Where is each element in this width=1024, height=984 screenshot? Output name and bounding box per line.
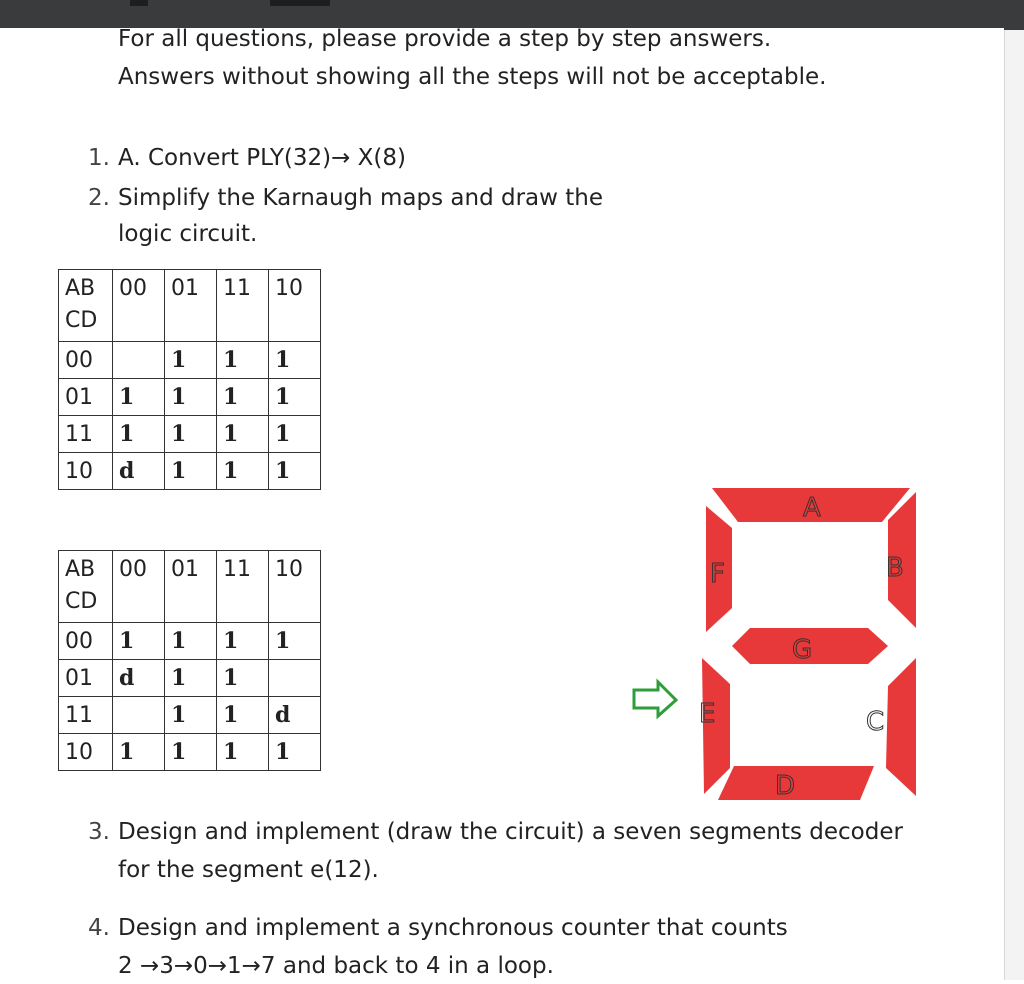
kmap-row-label: 11	[59, 416, 113, 453]
kmap-cell: 1	[269, 342, 321, 379]
kmap-cell: 1	[165, 660, 217, 697]
q3-line-1: Design and implement (draw the circuit) a seven segments decoder	[118, 819, 903, 845]
kmap-cell: 1	[113, 734, 165, 771]
q4-line-1: Design and implement a synchronous counter that counts	[118, 915, 788, 941]
kmap-col-header: 01	[165, 551, 217, 623]
kmap-row	[59, 342, 321, 379]
kmap-row-label: 10	[59, 453, 113, 490]
kmap-row	[59, 660, 321, 697]
kmap-cell	[113, 342, 165, 379]
segment-label-d: D	[775, 771, 796, 801]
toolbar-fragment	[130, 0, 148, 6]
q1-number: 1.	[88, 145, 110, 171]
kmap-cell: 1	[165, 734, 217, 771]
kmap-col-header: 11	[217, 551, 269, 623]
segment-label-c: C	[866, 707, 885, 737]
kmap-cell: d	[269, 697, 321, 734]
kmap-row-label: 11	[59, 697, 113, 734]
q4-number: 4.	[88, 915, 110, 941]
kmap-corner-ab: AB	[65, 276, 96, 301]
kmap-cell: 1	[217, 416, 269, 453]
kmap-row-label: 00	[59, 342, 113, 379]
q3-line-2: for the segment e(12).	[118, 857, 379, 883]
seven-segment-diagram	[620, 478, 920, 818]
kmap-cell: 1	[217, 379, 269, 416]
q2-line-1: Simplify the Karnaugh maps and draw the	[118, 185, 603, 211]
arrow-shape	[634, 682, 676, 716]
kmap-cell: 1	[217, 342, 269, 379]
kmap-row-label: 10	[59, 734, 113, 771]
kmap-row	[59, 734, 321, 771]
kmap-corner-cd: CD	[65, 589, 98, 614]
segment-c	[886, 658, 916, 796]
kmap-cell: 1	[217, 697, 269, 734]
q2-number: 2.	[88, 185, 110, 211]
kmap-cell: 1	[165, 416, 217, 453]
kmap-cell: d	[113, 660, 165, 697]
kmap-cell: 1	[217, 734, 269, 771]
kmap-col-header: 00	[113, 270, 165, 342]
kmap-row	[59, 453, 321, 490]
kmap-cell: 1	[113, 416, 165, 453]
intro-line-2: Answers without showing all the steps will not be acceptable.	[118, 64, 827, 90]
kmap-cell: 1	[165, 697, 217, 734]
kmap-row	[59, 697, 321, 734]
q3-number: 3.	[88, 819, 110, 845]
kmap-cell: 1	[165, 379, 217, 416]
kmap-cell: 1	[165, 623, 217, 660]
kmap-row	[59, 379, 321, 416]
kmap-corner	[59, 551, 113, 623]
segment-d	[718, 766, 874, 800]
kmap-col-header: 10	[269, 270, 321, 342]
intro-line-1: For all questions, please provide a step by step answers.	[118, 26, 772, 52]
kmap-cell: 1	[269, 379, 321, 416]
kmap-row-label: 00	[59, 623, 113, 660]
segment-label-e: E	[699, 699, 716, 729]
kmap-cell: d	[113, 453, 165, 490]
segment-label-f: F	[710, 559, 725, 589]
kmap-cell: 1	[113, 623, 165, 660]
kmap-corner-cd: CD	[65, 308, 98, 333]
segment-label-b: B	[886, 553, 904, 583]
kmap-col-header: 01	[165, 270, 217, 342]
kmap-cell: 1	[217, 660, 269, 697]
kmap-col-header: 10	[269, 551, 321, 623]
kmap-cell: 1	[165, 342, 217, 379]
page-edge	[1004, 30, 1024, 980]
kmap-cell: 1	[269, 453, 321, 490]
karnaugh-map-2	[58, 550, 321, 771]
karnaugh-map-1	[58, 269, 321, 490]
green-arrow-icon	[634, 682, 676, 716]
kmap-cell: 1	[269, 623, 321, 660]
kmap-cell: 1	[217, 623, 269, 660]
kmap-cell: 1	[217, 453, 269, 490]
segment-label-g: G	[792, 635, 813, 665]
kmap-row	[59, 623, 321, 660]
kmap-col-header: 00	[113, 551, 165, 623]
segment-label-a: A	[803, 493, 821, 523]
q2-line-2: logic circuit.	[118, 221, 258, 247]
kmap-row	[59, 416, 321, 453]
kmap-cell: 1	[269, 416, 321, 453]
q4-line-2: 2 →3→0→1→7 and back to 4 in a loop.	[118, 953, 554, 979]
kmap-header-row	[59, 551, 321, 623]
kmap-row-label: 01	[59, 660, 113, 697]
kmap-cell: 1	[113, 379, 165, 416]
kmap-row-label: 01	[59, 379, 113, 416]
toolbar-fragment	[270, 0, 330, 6]
kmap-header-row	[59, 270, 321, 342]
q1-text: A. Convert PLY(32)→ X(8)	[118, 145, 407, 171]
kmap-cell: 1	[269, 734, 321, 771]
kmap-cell	[113, 697, 165, 734]
kmap-corner-ab: AB	[65, 557, 96, 582]
kmap-cell	[269, 660, 321, 697]
kmap-col-header: 11	[217, 270, 269, 342]
kmap-corner	[59, 270, 113, 342]
kmap-cell: 1	[165, 453, 217, 490]
